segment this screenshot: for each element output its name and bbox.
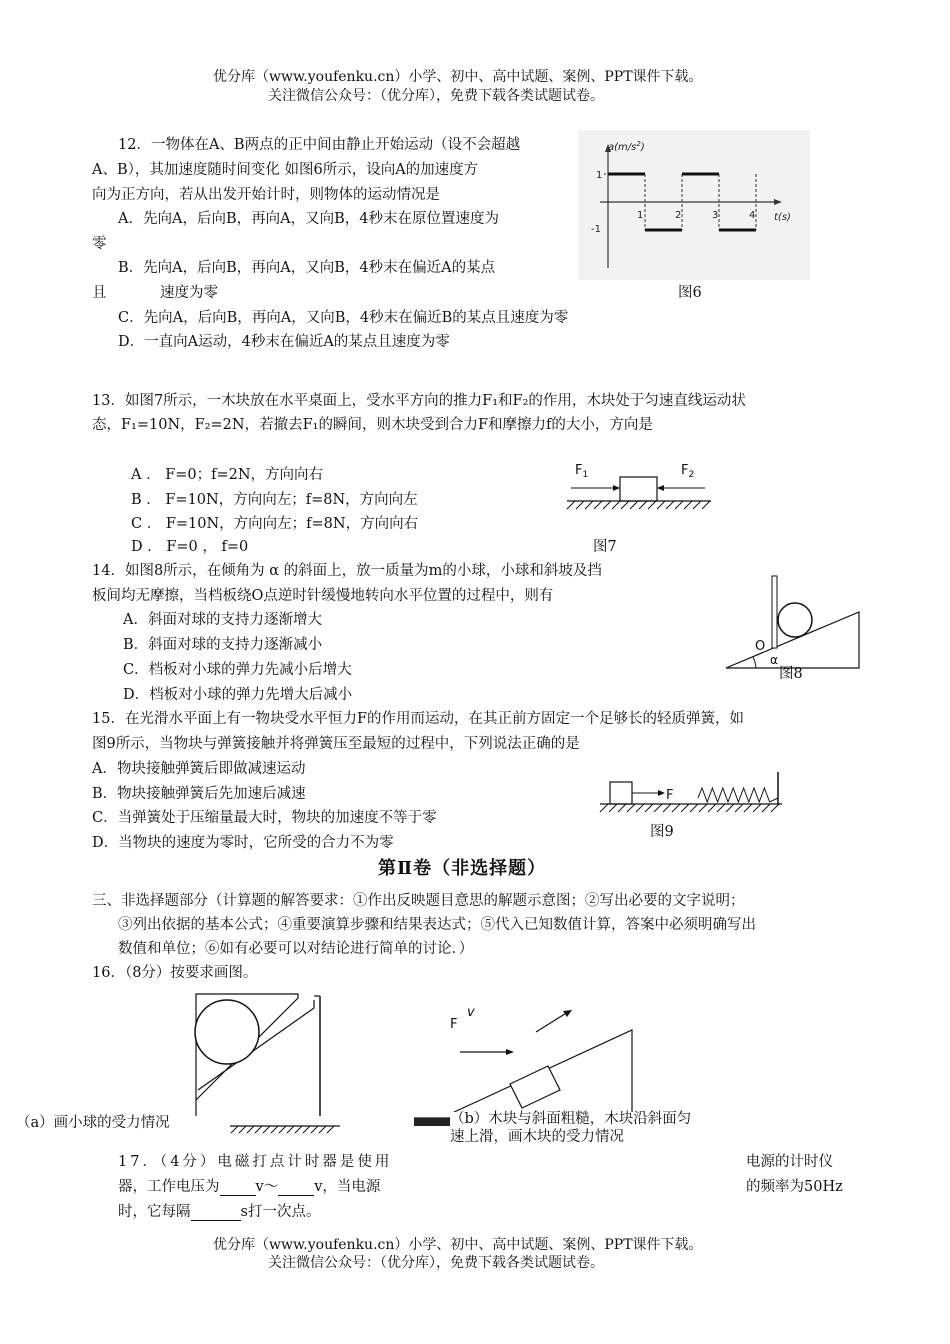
figure-9-hatch-line <box>636 804 644 812</box>
q12-stem-line-2: A、B），其加速度随时间变化 如图6所示，设向A的加速度方 <box>92 162 479 178</box>
q14-option-b: B．斜面对球的支持力逐渐减小 <box>123 637 323 653</box>
figure-6 <box>578 130 810 280</box>
part-2-intro-line-1: 三、非选择题部分（计算题的解答要求：①作出反映题目意思的解题示意图；②写出必要的文字说明； <box>92 893 745 909</box>
figure-8 <box>720 572 865 672</box>
figure-7-hatch-line <box>693 501 701 509</box>
part-2-intro-line-3: 数值和单位；⑥如有必要可以对结论进行简单的讨论．） <box>118 941 474 957</box>
figure-7-hatch-line <box>702 501 710 509</box>
q15-stem-line-1: 15．在光滑水平面上有一物块受水平恒力F的作用而运动，在其正前方固定一个足够长的轻质弹簧，如 <box>92 711 745 727</box>
q16-figure-a <box>190 990 350 1142</box>
part-2-title: 第Ⅱ卷（非选择题） <box>378 858 547 879</box>
figure-9-ground-hatch <box>600 804 779 812</box>
q17-voltage-high-blank[interactable] <box>278 1180 314 1196</box>
q16-b-block <box>510 1066 560 1108</box>
figure-7-hatch-line <box>630 501 638 509</box>
figure-9-hatch-line <box>744 804 752 812</box>
figure-7-hatch-line <box>594 501 602 509</box>
q16-a-hatch-line <box>271 1126 278 1133</box>
q16-a-hatch-line <box>255 1126 262 1133</box>
figure-9-hatch-line <box>771 804 779 812</box>
figure-8-caption: 图8 <box>779 666 803 682</box>
figure-7-hatch-line <box>666 501 674 509</box>
figure-8-angle-arc <box>753 657 756 668</box>
q16-a-hatch-line <box>239 1126 246 1133</box>
q12-option-b-line-1: B．先向A，后向B，再向A，又向B，4秒末在偏近A的某点 <box>118 260 496 276</box>
figure-7-hatch-line <box>567 501 575 509</box>
figure-9-hatch-line <box>735 804 743 812</box>
figure-6-tick-neg: -1 <box>591 224 601 235</box>
figure-9-hatch-line <box>690 804 698 812</box>
figure-6-tick-pos: 1 <box>596 170 603 181</box>
figure-7-hatch-line <box>684 501 692 509</box>
figure-6-graph <box>578 130 810 280</box>
q15-option-d: D．当物块的速度为零时，它所受的合力不为零 <box>92 835 394 851</box>
q13-stem-line-1: 13．如图7所示，一木块放在水平桌面上，受水平方向的推力F₁和F₂的作用，木块处于匀速直线运动状 <box>92 393 746 409</box>
q12-stem-line-3: 向为正方向，若从出发开始计时，则物体的运动情况是 <box>92 187 440 203</box>
figure-7 <box>565 458 715 520</box>
q13-option-b: B ． F=10N，方向向左；f=8N，方向向左 <box>131 492 418 508</box>
figure-8-angle-label: α <box>770 653 778 667</box>
figure-7-f1-label: $F_1$ <box>575 463 589 480</box>
q13-option-c: C ． F=10N，方向向左；f=8N，方向向右 <box>131 516 419 532</box>
q12-option-a-line-2: 零 <box>92 236 107 252</box>
q17-voltage-low-blank[interactable] <box>220 1180 256 1196</box>
q16-a-ball <box>195 1000 259 1064</box>
figure-7-hatch-line <box>603 501 611 509</box>
figure-9-hatch-line <box>681 804 689 812</box>
figure-9-hatch-line <box>699 804 707 812</box>
q16-b-f-label: F <box>450 1017 458 1032</box>
figure-9-hatch-line <box>672 804 680 812</box>
figure-9 <box>598 770 788 820</box>
q17-line-1-a: 17．（4分）电磁打点计时器是使用 <box>118 1154 393 1170</box>
q16-a-hatch-line <box>247 1126 254 1133</box>
footer-line-1: 优分库（www.youfenku.cn）小学、初中、高中试题、案例、PPT课件下载。 <box>213 1237 703 1253</box>
q15-stem-line-2: 图9所示，当物块与弹簧接触并将弹簧压至最短的过程中，下列说法正确的是 <box>92 736 580 752</box>
q17-line-2-a: 器，工作电压为 <box>118 1179 220 1195</box>
q16-a-hatch-line <box>319 1126 326 1133</box>
figure-9-hatch-line <box>717 804 725 812</box>
q16-b-velocity-arrowhead <box>563 1010 572 1017</box>
q16-a-hatch-line <box>295 1126 302 1133</box>
figure-9-hatch-line <box>753 804 761 812</box>
q17-line-3-b: s打一次点。 <box>240 1204 321 1220</box>
figure-7-hatch-line <box>639 501 647 509</box>
figure-6-x-label: t(s) <box>774 212 791 223</box>
q17-line-3-a: 时，它每隔 <box>118 1204 191 1220</box>
figure-7-block <box>620 477 657 501</box>
q16-a-hatch-line <box>311 1126 318 1133</box>
footer-line-2: 关注微信公众号：（优分库），免费下载各类试题试卷。 <box>268 1255 604 1271</box>
figure-7-ground-hatch <box>567 501 710 509</box>
q14-option-c: C．档板对小球的弹力先减小后增大 <box>123 662 352 678</box>
q12-option-a-line-1: A．先向A，后向B，再向A，又向B，4秒末在原位置速度为 <box>118 211 499 227</box>
q14-option-a: A．斜面对球的支持力逐渐增大 <box>123 612 322 628</box>
figure-6-y-label: $a(m/s^2)$ <box>608 140 645 153</box>
q12-option-b-line-2b: 速度为零 <box>160 285 218 301</box>
figure-7-hatch-line <box>675 501 683 509</box>
figure-7-f2-label: $F_2$ <box>681 463 695 480</box>
figure-7-hatch-line <box>621 501 629 509</box>
figure-6-x-tick-4: 4 <box>749 210 756 221</box>
figure-7-hatch-line <box>612 501 620 509</box>
q14-stem-line-2: 板间均无摩擦，当档板绕O点逆时针缓慢地转向水平位置的过程中，则有 <box>92 588 554 604</box>
q14-stem-line-1: 14．如图8所示，在倾角为 α 的斜面上，放一质量为m的小球，小球和斜坡及挡 <box>92 563 602 579</box>
q13-option-a: A ． F=0；f=2N，方向向右 <box>131 467 324 483</box>
q16-stem: 16．（8分）按要求画图。 <box>92 965 258 981</box>
q15-option-a: A．物块接触弹簧后即做减速运动 <box>92 761 306 777</box>
figure-9-force-arrowhead <box>658 790 665 796</box>
header-line-1: 优分库（www.youfenku.cn）小学、初中、高中试题、案例、PPT课件下载。 <box>213 69 703 85</box>
figure-9-hatch-line <box>762 804 770 812</box>
figure-9-hatch-line <box>726 804 734 812</box>
q17-line-3 <box>118 1205 320 1221</box>
q12-option-c: C．先向A，后向B，再向A，又向B，4秒末在偏近B的某点且速度为零 <box>118 310 569 326</box>
q16-b-velocity-arrow <box>536 1012 568 1032</box>
q16-a-hatch-line <box>287 1126 294 1133</box>
q13-option-d: D ． F=0 ， f=0 <box>131 539 249 555</box>
figure-8-ball <box>778 603 812 637</box>
figure-7-caption: 图7 <box>593 539 617 555</box>
q17-line-2-d: 的频率为50Hz <box>746 1179 843 1195</box>
figure-9-hatch-line <box>618 804 626 812</box>
figure-7-f2-arrowhead <box>657 485 664 491</box>
figure-8-pivot-label: O <box>755 639 766 654</box>
q16-a-hatch-line <box>279 1126 286 1133</box>
q16-caption-a: （a）画小球的受力情况 <box>16 1115 170 1131</box>
header-line-2: 关注微信公众号：（优分库），免费下载各类试题试卷。 <box>268 88 604 104</box>
figure-9-hatch-line <box>645 804 653 812</box>
figure-9-force-label: F <box>666 788 674 803</box>
figure-9-hatch-line <box>609 804 617 812</box>
q14-option-d: D．档板对小球的弹力先增大后减小 <box>123 687 353 703</box>
figure-9-hatch-line <box>708 804 716 812</box>
q16-b-v-label: v <box>467 1005 475 1020</box>
figure-7-hatch-line <box>576 501 584 509</box>
figure-6-x-axis-arrow <box>774 199 782 205</box>
q17-line-2-b: v～ <box>255 1179 279 1195</box>
q12-option-d: D．一直向A运动，4秒末在偏近A的某点且速度为零 <box>118 334 450 350</box>
figure-9-hatch-line <box>600 804 608 812</box>
figure-6-x-tick-3: 3 <box>712 210 719 221</box>
q16-a-hatch-line <box>263 1126 270 1133</box>
q16-a-hatch-line <box>231 1126 238 1133</box>
q17-line-1-b: 电源的计时仪 <box>746 1154 833 1170</box>
figure-7-hatch-line <box>657 501 665 509</box>
figure-6-x-tick-2: 2 <box>675 210 682 221</box>
figure-9-hatch-line <box>663 804 671 812</box>
part-2-intro-line-2: ③列出依据的基本公式；④重要演算步骤和结果表达式；⑤代入已知数值计算，答案中必须明确写出 <box>118 917 756 933</box>
figure-7-hatch-line <box>585 501 593 509</box>
figure-7-hatch-line <box>648 501 656 509</box>
q17-interval-blank[interactable] <box>191 1205 241 1221</box>
figure-9-hatch-line <box>654 804 662 812</box>
figure-9-spring <box>698 788 778 802</box>
figure-9-caption: 图9 <box>650 824 674 840</box>
q13-stem-line-2: 态，F₁=10N，F₂=2N，若撤去F₁的瞬间，则木块受到合力F和摩擦力f的大小，方向是 <box>92 417 653 433</box>
q16-b-force-arrowhead <box>506 1049 514 1055</box>
figure-6-x-tick-1: 1 <box>637 210 644 221</box>
q16-a-hatch-line <box>327 1126 334 1133</box>
q16-caption-b-line-1: （b）木块与斜面粗糙，木块沿斜面匀 <box>450 1111 692 1127</box>
q16-a-hatch-line <box>303 1126 310 1133</box>
q17-line-2 <box>118 1180 380 1196</box>
q12-stem-line-1: 12．一物体在A、B两点的正中间由静止开始运动（设不会超越 <box>118 137 521 153</box>
q17-line-2-c: v，当电源 <box>314 1179 381 1195</box>
q15-option-b: B．物块接触弹簧后先加速后减速 <box>92 786 306 802</box>
q15-option-c: C．当弹簧处于压缩量最大时，物块的加速度不等于零 <box>92 810 437 826</box>
figure-7-f1-arrowhead <box>613 485 620 491</box>
figure-6-caption: 图6 <box>678 285 702 301</box>
figure-8-board <box>772 576 777 648</box>
q16-a-ground-hatch <box>231 1126 334 1133</box>
figure-9-hatch-line <box>627 804 635 812</box>
q12-option-b-line-2a: 且 <box>92 285 107 301</box>
figure-9-block <box>610 782 632 804</box>
q16-caption-b-line-2: 速上滑，画木块的受力情况 <box>450 1129 624 1145</box>
